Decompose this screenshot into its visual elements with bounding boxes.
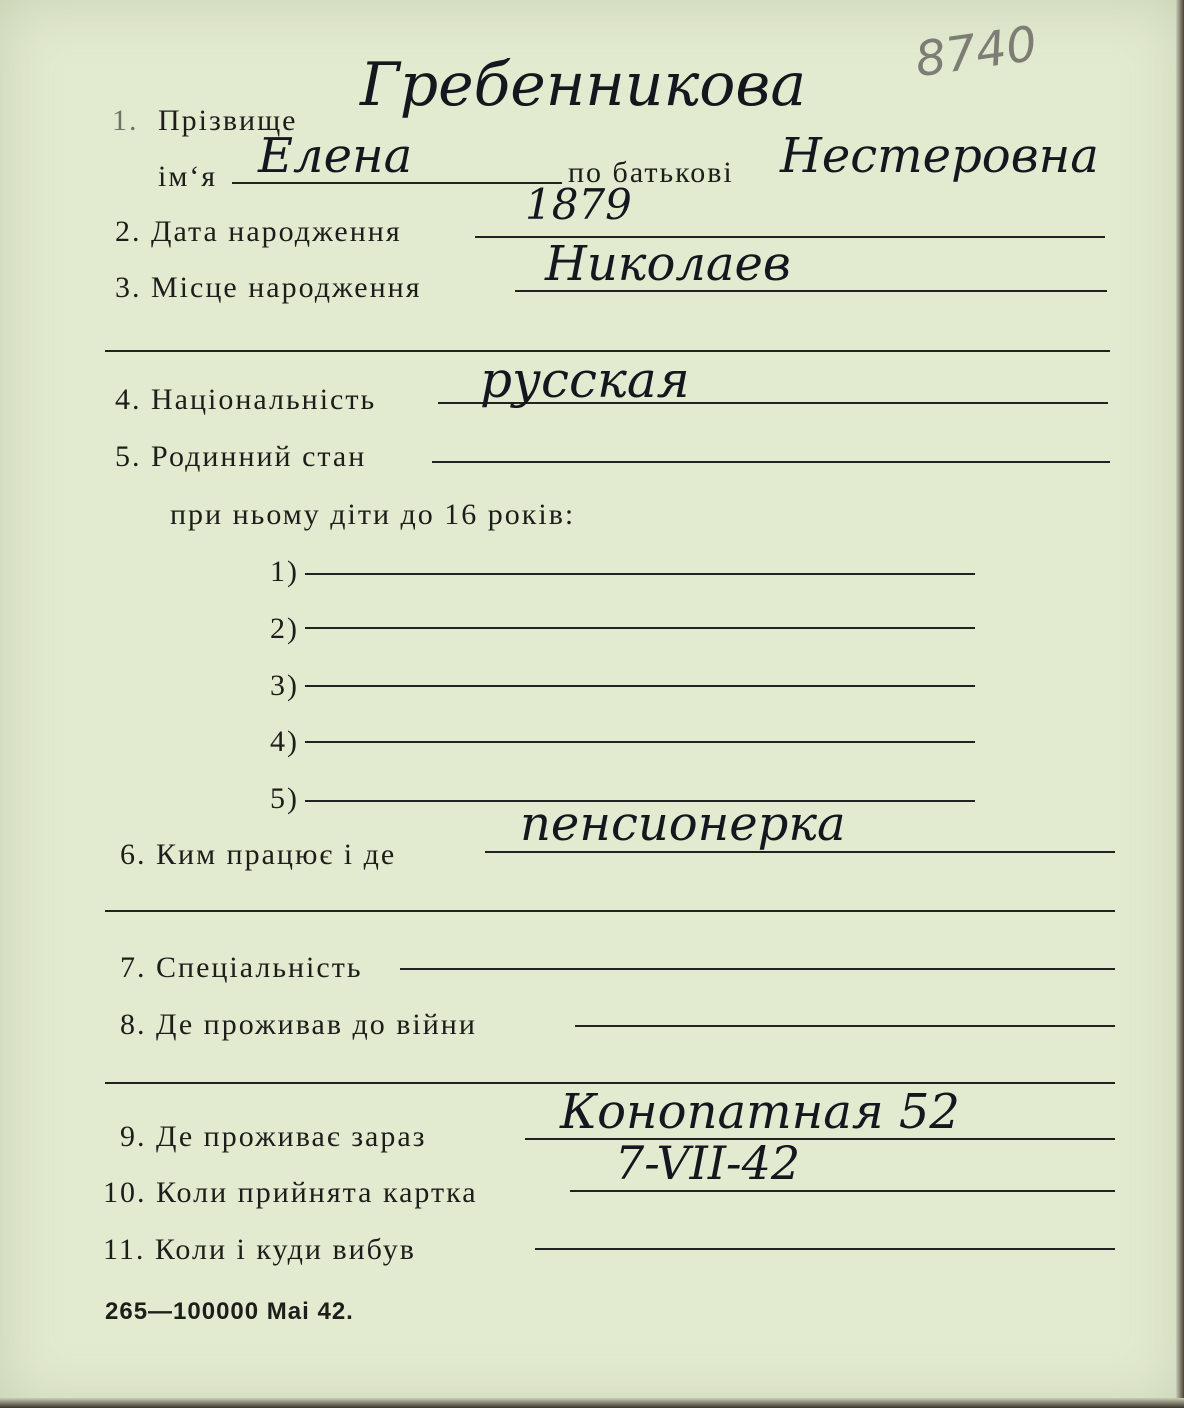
specialty-line: [400, 968, 1115, 970]
occupation-line-2: [105, 910, 1115, 912]
child-4-label: 4): [270, 725, 299, 758]
specialty-label: 7. Спеціальність: [120, 951, 363, 984]
pre-war-residence-label: 8. Де проживав до війни: [120, 1008, 477, 1041]
birth-date-value: 1879: [525, 180, 632, 229]
departure-label: 11. Коли і куди вибув: [103, 1233, 416, 1266]
card-accepted-value: 7-VII-42: [615, 1136, 801, 1190]
pre-war-residence-line: [575, 1025, 1115, 1027]
surname-value: Гребенникова: [360, 50, 807, 120]
surname-label: Прізвище: [158, 104, 298, 137]
child-5-label: 5): [270, 782, 299, 815]
birth-place-label: 3. Місце народження: [115, 271, 422, 304]
patronymic-label: по батькові: [568, 156, 734, 189]
card-accepted-label: 10. Коли прийнята картка: [103, 1176, 478, 1209]
birth-date-label: 2. Дата народження: [115, 215, 402, 248]
nationality-label: 4. Національність: [115, 383, 377, 416]
child-3-line: [305, 685, 975, 687]
card-edge-bottom: [0, 1398, 1184, 1408]
patronymic-value: Нестеровна: [780, 128, 1099, 184]
child-2-label: 2): [270, 612, 299, 645]
child-1-line: [305, 573, 975, 575]
child-1-label: 1): [270, 555, 299, 588]
current-residence-value: Конопатная 52: [560, 1084, 960, 1140]
archive-number: 8740: [911, 15, 1041, 89]
first-name-label: ім‘я: [158, 160, 218, 193]
child-4-line: [305, 741, 975, 743]
nationality-value: русская: [480, 351, 690, 409]
birth-place-value: Николаев: [545, 236, 791, 292]
child-3-label: 3): [270, 669, 299, 702]
first-name-value: Елена: [258, 128, 413, 184]
marital-status-label: 5. Родинний стан: [115, 440, 367, 473]
card-edge-right: [1176, 0, 1184, 1408]
occupation-label: 6. Ким працює і де: [120, 838, 397, 871]
print-run-footer: 265—100000 Mai 42.: [105, 1298, 354, 1325]
children-label: при ньому діти до 16 років:: [170, 498, 576, 531]
card-accepted-line: [570, 1190, 1115, 1192]
marital-status-line: [432, 461, 1110, 463]
occupation-value: пенсионерка: [520, 796, 846, 852]
field-1-number: 1.: [112, 104, 139, 137]
departure-line: [535, 1248, 1115, 1250]
child-2-line: [305, 627, 975, 629]
current-residence-label: 9. Де проживає зараз: [120, 1120, 427, 1153]
